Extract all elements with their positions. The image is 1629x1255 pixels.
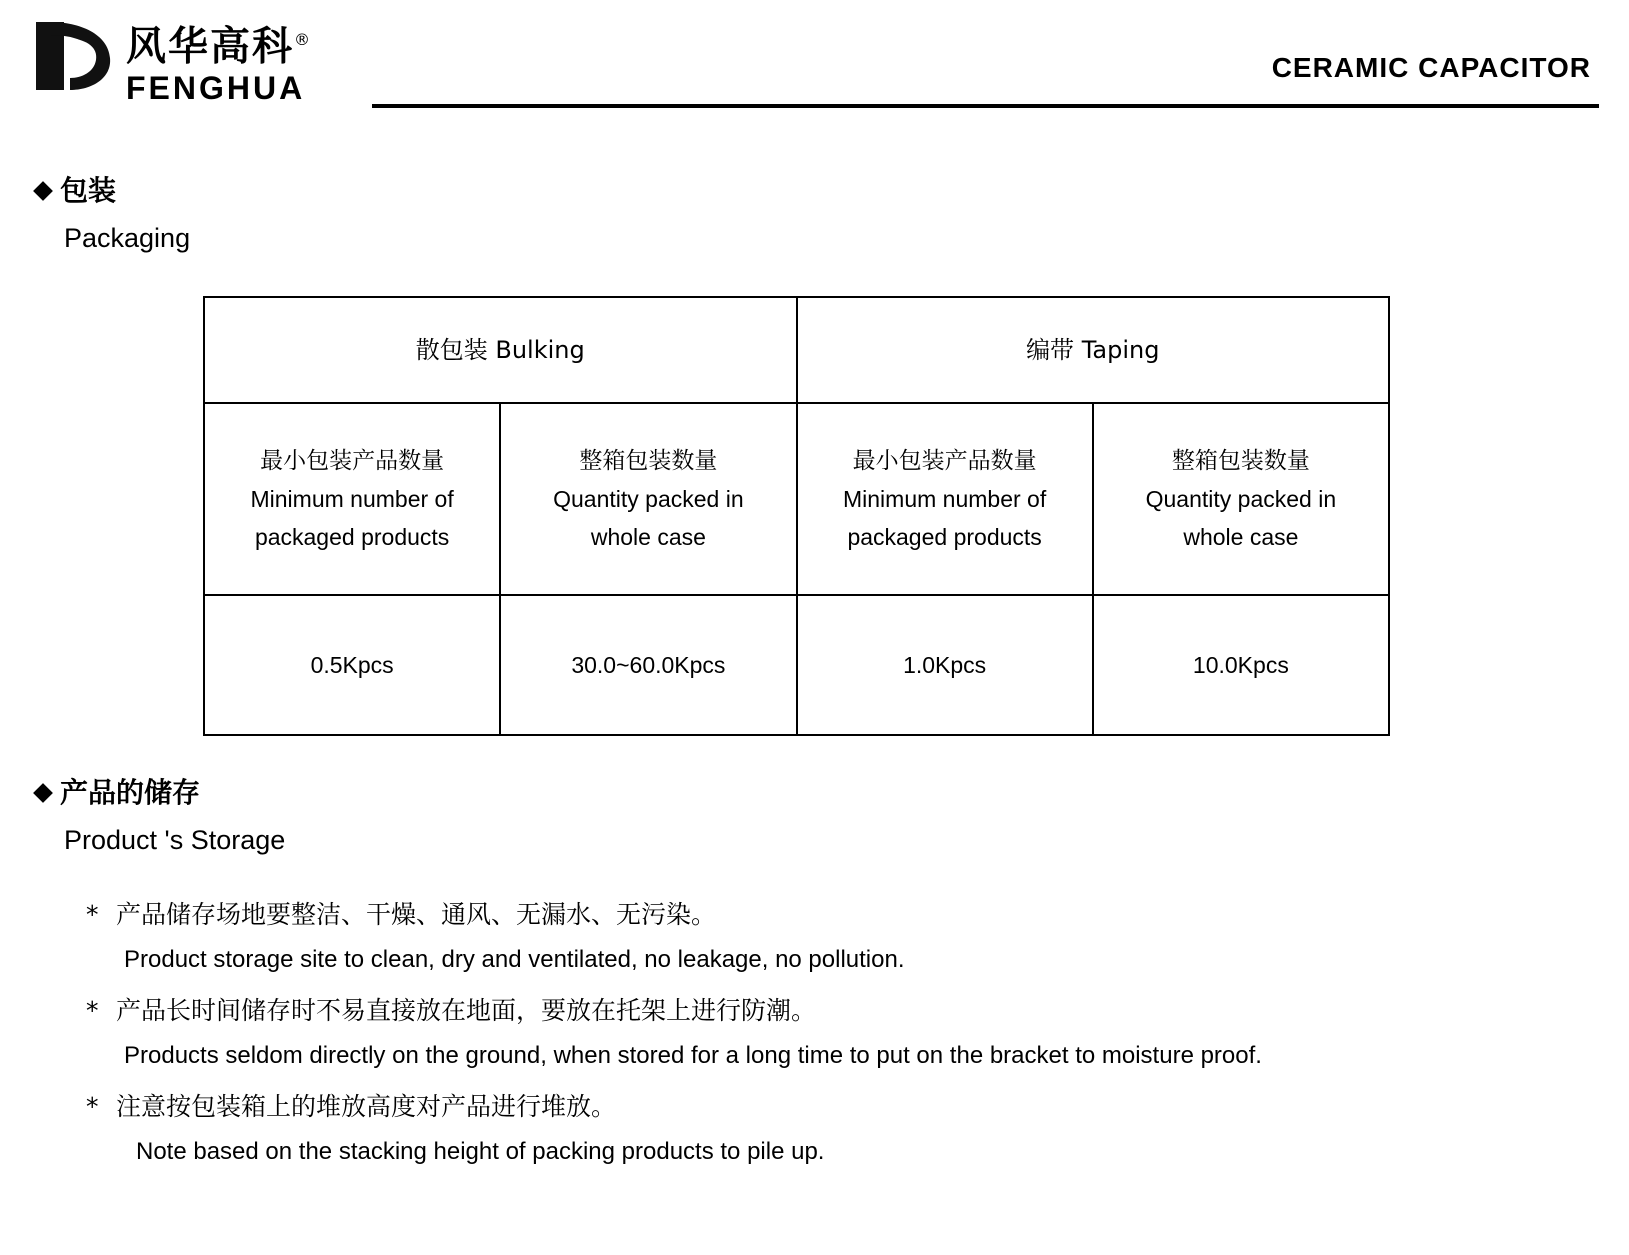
packaging-heading-en: Packaging — [64, 223, 191, 253]
table-row-headers — [204, 403, 1389, 595]
table-header-en-1: Quantity packed in — [1145, 486, 1337, 512]
table-row-values — [204, 595, 1389, 735]
table-header-cell — [797, 403, 1093, 595]
note-en-text: Products seldom directly on the ground, when stored for a long time to put on the bracket to moisture proof. — [124, 1042, 1262, 1069]
table-header-cell — [1093, 403, 1389, 595]
table-group-bulking: 散包装 Bulking — [204, 297, 797, 403]
table-cell-value: 10.0Kpcs — [1093, 595, 1389, 735]
company-logo — [30, 18, 312, 106]
list-item — [86, 892, 1629, 982]
table-header-cn: 整箱包装数量 — [579, 448, 718, 474]
fenghua-logo-icon — [30, 18, 116, 94]
storage-heading-en: Product 's Storage — [64, 825, 286, 855]
table-header-en-2: packaged products — [847, 524, 1042, 550]
table-header-cell — [204, 403, 500, 595]
table-header-en-2: whole case — [1183, 524, 1299, 550]
packaging-heading-cn — [36, 174, 1629, 208]
table-header-cn: 最小包装产品数量 — [852, 448, 1037, 474]
table-header-en-1: Minimum number of — [250, 486, 454, 512]
storage-notes-list — [86, 892, 1629, 1174]
logo-chinese-name — [126, 18, 312, 68]
table-header-cn: 整箱包装数量 — [1171, 448, 1310, 474]
note-en-text: Product storage site to clean, dry and ventilated, no leakage, no pollution. — [124, 946, 905, 973]
table-row-groups — [204, 297, 1389, 403]
table-header-en-2: packaged products — [254, 524, 450, 550]
table-group-taping: 编带 Taping — [797, 297, 1390, 403]
header-divider — [372, 104, 1599, 108]
note-cn — [86, 988, 1629, 1034]
star-bullet-icon: * — [86, 1092, 99, 1121]
list-item — [86, 1084, 1629, 1174]
note-cn-text: 产品长时间储存时不易直接放在地面，要放在托架上进行防潮。 — [116, 996, 817, 1025]
storage-section — [36, 776, 1629, 856]
diamond-bullet-icon — [33, 783, 53, 803]
note-en-text: Note based on the stacking height of packing products to pile up. — [136, 1138, 825, 1165]
table-cell-value: 30.0~60.0Kpcs — [500, 595, 796, 735]
table-header-en-1: Quantity packed in — [553, 486, 744, 512]
storage-heading-cn-text: 产品的储存 — [60, 776, 201, 809]
note-cn — [86, 1084, 1629, 1130]
star-bullet-icon: * — [86, 900, 99, 929]
note-cn-text: 注意按包装箱上的堆放高度对产品进行堆放。 — [116, 1092, 617, 1121]
table-header-en-2: whole case — [590, 524, 706, 550]
table-cell-value: 0.5Kpcs — [204, 595, 500, 735]
table-header-en-1: Minimum number of — [843, 486, 1047, 512]
logo-wordmark — [126, 18, 312, 106]
page-header — [0, 0, 1629, 120]
packaging-table — [203, 296, 1390, 736]
packaging-heading-cn-text: 包装 — [60, 174, 117, 207]
table-cell-value: 1.0Kpcs — [797, 595, 1093, 735]
note-cn-text: 产品储存场地要整洁、干燥、通风、无漏水、无污染。 — [116, 900, 717, 929]
note-cn — [86, 892, 1629, 938]
logo-chinese-text: 风华高科 — [126, 23, 294, 70]
diamond-bullet-icon — [33, 181, 53, 201]
page-title: CERAMIC CAPACITOR — [1271, 52, 1591, 83]
table-header-cell — [500, 403, 796, 595]
star-bullet-icon: * — [86, 996, 99, 1025]
list-item — [86, 988, 1629, 1078]
registered-mark-icon: ® — [294, 30, 312, 49]
storage-heading-cn — [36, 776, 1629, 810]
table-header-cn: 最小包装产品数量 — [260, 448, 445, 474]
packaging-section — [36, 174, 1629, 254]
logo-english-name: FENGHUA — [126, 70, 306, 107]
